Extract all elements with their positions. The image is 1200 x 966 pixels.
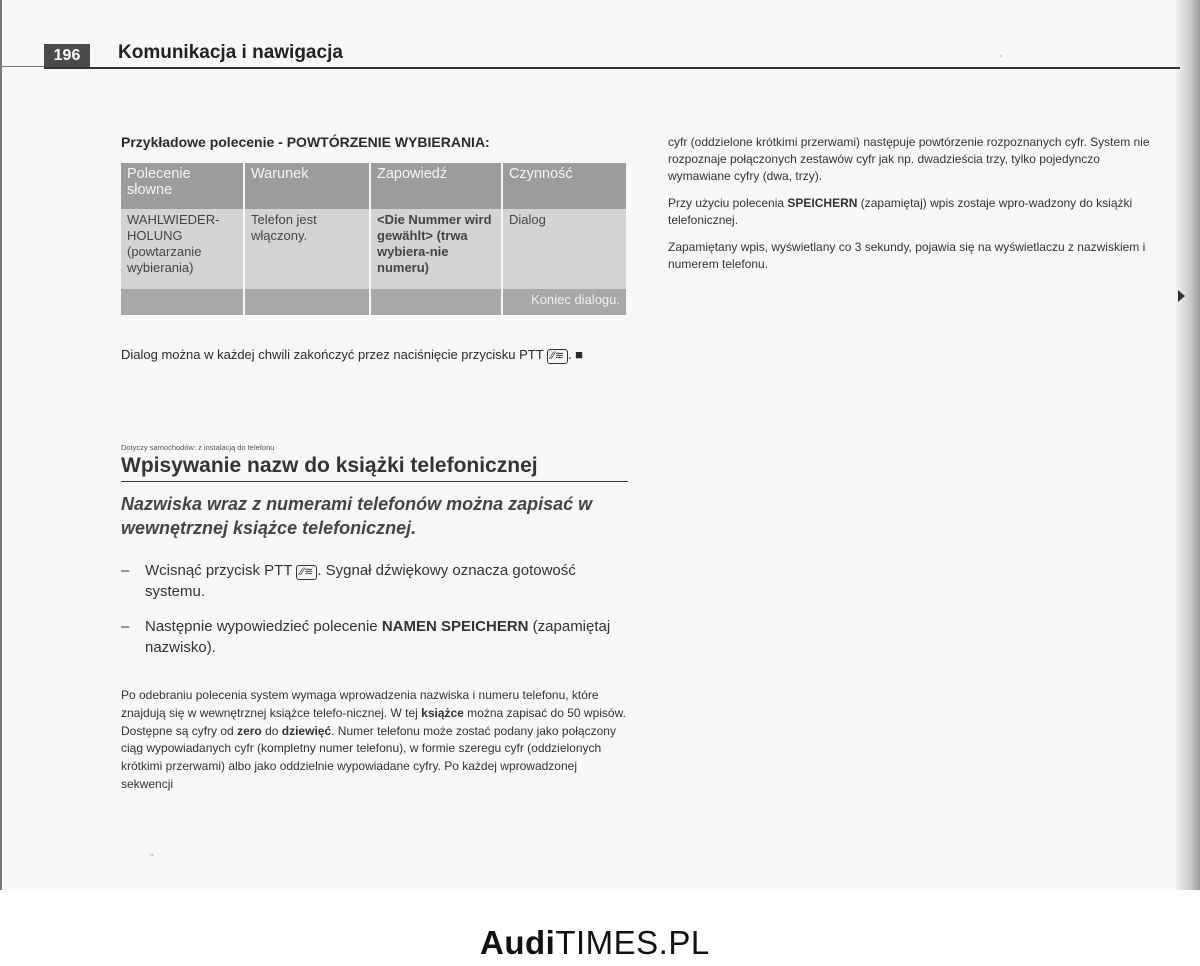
site-logo: AudiTIMES.PL [480, 924, 710, 961]
table-header-row [121, 163, 628, 209]
cell-command: WAHLWIEDER-HOLUNG (powtarzanie wybierania) [121, 209, 245, 289]
cell-condition: Telefon jest włączony. [245, 209, 371, 289]
right-paragraph-1: cyfr (oddzielone krótkimi przerwami) następuje powtórzenie rozpoznanych cyfr. System nie rozpoznaje połączonych zestawów cyfr jak np. dwadzieścia trzy, tylko pojedynczo wymawiane cyfry (dwa, trzy). [668, 135, 1150, 183]
step-dash: – [121, 618, 130, 635]
command-name: NAMEN SPEICHERN [381, 618, 529, 635]
body-paragraph: Po odebraniu polecenia system wymaga wprowadzenia nazwiska i numeru telefonu, które znajdują się w wewnętrznej książce telefo-nicznej. W tej książce można zapisać do 50 wpisów. Dostępne są cyfry od zero do dziewięć. Numer telefonu może zostać podany jako połączony ciąg wypowiadanych cyfr (kompletny numer telefonu), w formie szeregu cyfr (oddzielonych krótkimi przerwami) albo jako oddzielnie wypowiadane cyfry. Po każdej wprowadzonej sekwencji [121, 688, 626, 791]
header-rule-left [0, 66, 44, 67]
continue-arrow-icon [1178, 290, 1185, 302]
header-rule [44, 67, 1180, 69]
step-dash: – [121, 562, 130, 579]
section-rule [121, 481, 628, 482]
dialog-note: Dialog można w każdej chwili zakończyć przez naciśnięcie przycisku PTT ⁄⁄≋ . ■ [121, 347, 584, 362]
cell-announcement: <Die Nummer wird gewählt> (trwa wybiera-nie numeru) [371, 209, 503, 289]
page-left-edge [0, 0, 2, 890]
right-column [668, 134, 1163, 283]
page-number: 196 [44, 44, 90, 68]
command-table [121, 163, 628, 315]
section-lead: Nazwiska wraz z numerami telefonów można zapisać w wewnętrznej książce telefonicznej. [121, 494, 593, 538]
cell-end: Koniec dialogu. [503, 289, 628, 315]
col-header-action: Czynność [503, 163, 628, 209]
list-item: – Następnie wypowiedzieć polecenie NAMEN SPEICHERN (zapamiętaj nazwisko). [121, 618, 611, 656]
applicability-label: Dotyczy samochodów: z instalacją do telefonu [121, 443, 275, 452]
example-title: Przykładowe polecenie - POWTÓRZENIE WYBIERANIA: [121, 134, 490, 150]
stray-mark: ' [1000, 54, 1002, 65]
steps-list [121, 560, 631, 672]
col-header-announcement: Zapowiedź [371, 163, 503, 209]
ptt-key-icon: ⁄⁄≋ [547, 349, 568, 364]
col-header-command: Polecenie słowne [121, 163, 245, 209]
book-spine-shadow [1176, 0, 1200, 890]
running-title: Komunikacja i nawigacja [118, 42, 343, 63]
table-row [121, 209, 628, 289]
stray-mark-bottom: '' [150, 853, 154, 864]
list-item: – Wcisnąć przycisk PTT ⁄⁄≋ . Sygnał dźwiękowy oznacza gotowość systemu. [121, 562, 576, 600]
right-paragraph-3: Zapamiętany wpis, wyświetlany co 3 sekundy, pojawia się na wyświetlaczu z nazwiskiem i numerem telefonu. [668, 240, 1146, 271]
col-header-condition: Warunek [245, 163, 371, 209]
cell-action: Dialog [503, 209, 628, 289]
table-end-row [121, 289, 628, 315]
ptt-key-icon: ⁄⁄≋ [296, 565, 317, 580]
right-paragraph-2: Przy użyciu polecenia SPEICHERN (zapamiętaj) wpis zostaje wpro-wadzony do książki telefonicznej. [668, 196, 1133, 227]
section-heading: Wpisywanie nazw do książki telefonicznej [121, 454, 538, 477]
